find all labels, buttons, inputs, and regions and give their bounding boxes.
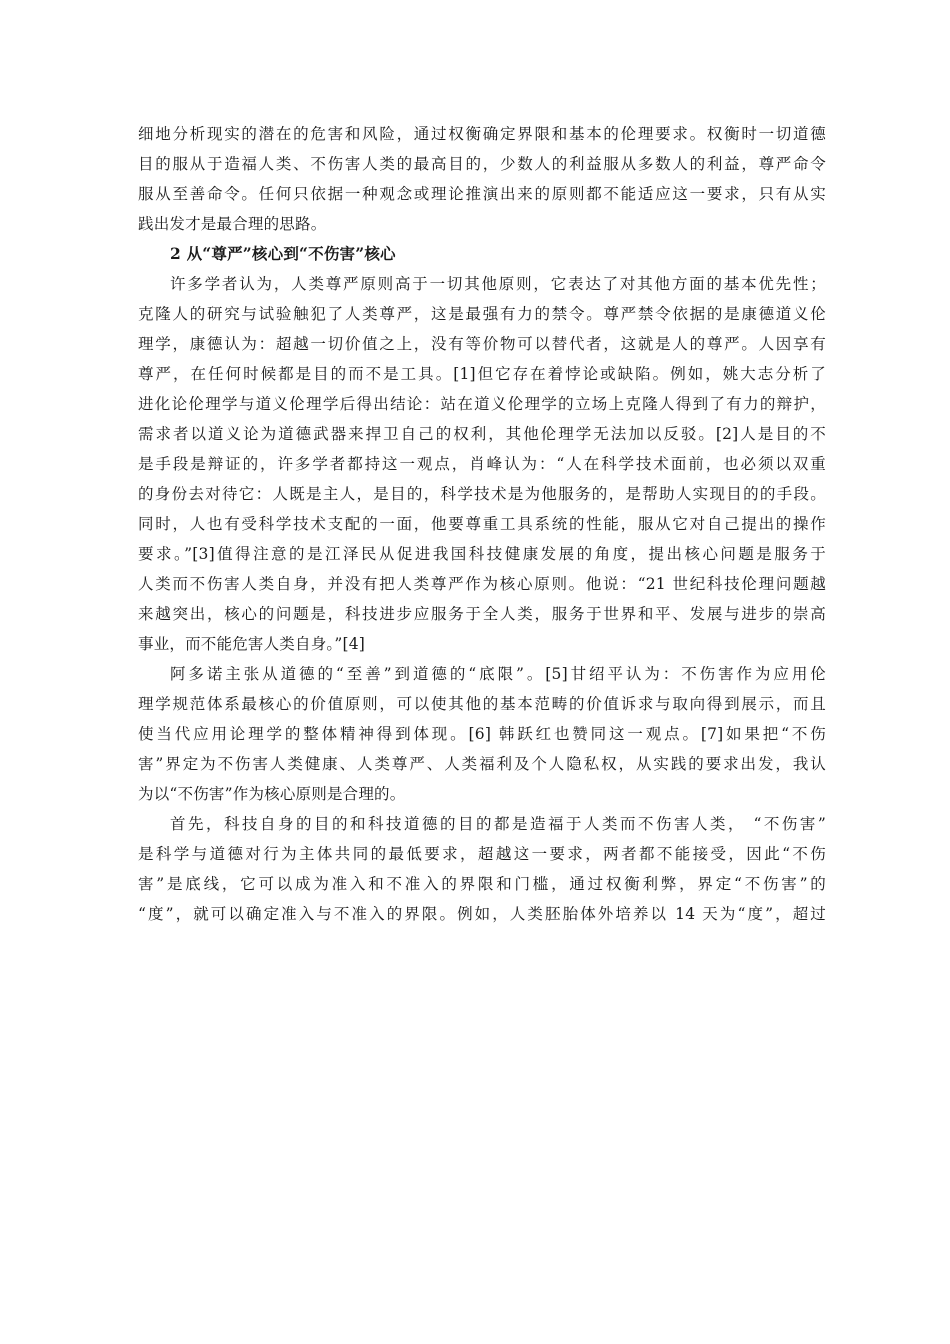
text-line: 的身份去对待它：人既是主人，是目的，科学技术是为他服务的，是帮助人实现目的的手段。	[138, 485, 826, 503]
text-line: 目的服从于造福人类、不伤害人类的最高目的，少数人的利益服从多数人的利益，尊严命令	[138, 155, 826, 173]
text-line: 害”是底线，它可以成为准入和不准入的界限和门槛，通过权衡利弊，界定“不伤害”的	[138, 875, 826, 893]
text-line: 是科学与道德对行为主体共同的最低要求，超越这一要求，两者都不能接受，因此“不伤	[138, 845, 826, 863]
text-line: 事业，而不能危害人类自身。”[4]	[138, 635, 366, 653]
text-line: 阿多诺主张从道德的“至善”到道德的“底限”。[5]甘绍平认为：不伤害作为应用伦	[170, 665, 826, 683]
text-line: 进化论伦理学与道义伦理学后得出结论：站在道义伦理学的立场上克隆人得到了有力的辩护，	[138, 395, 826, 413]
text-line: 害”界定为不伤害人类健康、人类尊严、人类福利及个人隐私权，从实践的要求出发，我认	[138, 755, 826, 773]
text-line: 同时，人也有受科学技术支配的一面，他要尊重工具系统的性能，服从它对自己提出的操作	[138, 515, 826, 533]
text-line: 人类而不伤害人类自身，并没有把人类尊严作为核心原则。他说：“21 世纪科技伦理问题越	[138, 575, 826, 593]
text-line: 首先，科技自身的目的和科技道德的目的都是造福于人类而不伤害人类， “不伤害”	[170, 815, 826, 833]
text-line: 践出发才是最合理的思路。	[138, 215, 327, 233]
text-line: “度”，就可以确定准入与不准入的界限。例如，人类胚胎体外培养以 14 天为“度”，超过	[138, 905, 826, 923]
text-line: 细地分析现实的潜在的危害和风险，通过权衡确定界限和基本的伦理要求。权衡时一切道德	[138, 125, 826, 143]
text-line: 克隆人的研究与试验触犯了人类尊严，这是最强有力的禁令。尊严禁令依据的是康德道义伦	[138, 305, 826, 323]
text-line: 使当代应用论理学的整体精神得到体现。[6] 韩跃红也赞同这一观点。[7]如果把“不伤	[138, 725, 826, 743]
text-line: 服从至善命令。任何只依据一种观念或理论推演出来的原则都不能适应这一要求，只有从实	[138, 185, 826, 203]
section-heading: 2 从“尊严”核心到“不伤害”核心	[170, 244, 396, 263]
text-line: 是手段是辩证的，许多学者都持这一观点，肖峰认为：“人在科学技术面前，也必须以双重	[138, 455, 826, 473]
text-line: 尊严，在任何时候都是目的而不是工具。[1]但它存在着悖论或缺陷。例如，姚大志分析了	[138, 365, 826, 383]
text-line: 为以“不伤害”作为核心原则是合理的。	[138, 785, 406, 803]
text-line: 需求者以道义论为道德武器来捍卫自己的权利，其他伦理学无法加以反驳。[2]人是目的不	[138, 425, 826, 443]
text-line: 要求。”[3]值得注意的是江泽民从促进我国科技健康发展的角度，提出核心问题是服务于	[138, 545, 826, 563]
body-text	[138, 119, 826, 929]
text-line: 理学，康德认为：超越一切价值之上，没有等价物可以替代者，这就是人的尊严。人因享有	[138, 335, 826, 353]
text-line: 理学规范体系最核心的价值原则，可以使其他的基本范畴的价值诉求与取向得到展示，而且	[138, 695, 826, 713]
text-line: 来越突出，核心的问题是，科技进步应服务于全人类，服务于世界和平、发展与进步的崇高	[138, 605, 826, 623]
text-line: 许多学者认为，人类尊严原则高于一切其他原则，它表达了对其他方面的基本优先性；	[170, 275, 826, 293]
